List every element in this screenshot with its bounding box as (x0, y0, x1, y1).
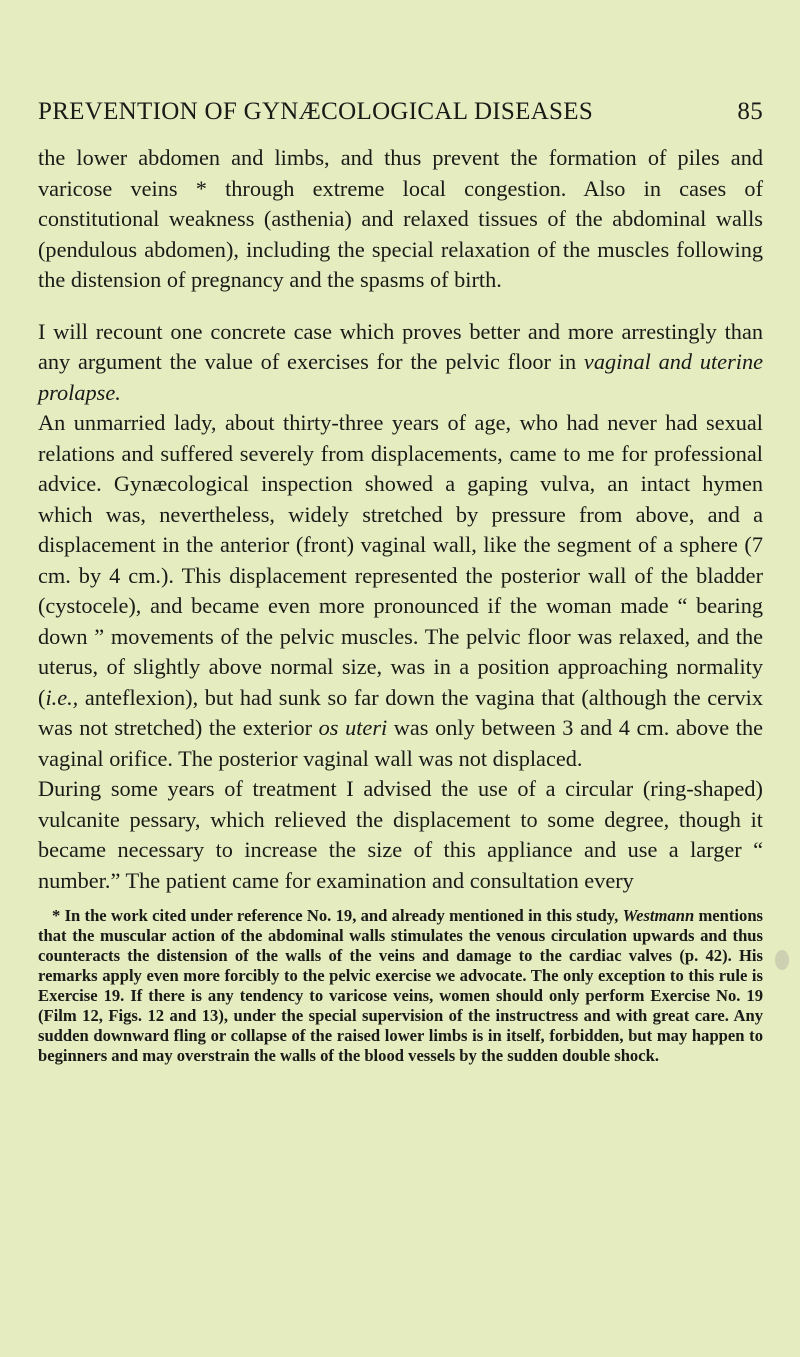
running-head-title: PREVENTION OF GYNÆCOLOGICAL DISEASES (38, 98, 594, 125)
paragraph-3 (38, 408, 763, 774)
paragraph-2-italic: vaginal and uterine prolapse. (38, 349, 763, 405)
paragraph-gap (38, 296, 763, 317)
footnote (38, 906, 763, 1066)
paragraph-3-ie: i.e., (45, 684, 79, 710)
footnote-text (38, 906, 763, 1066)
paragraph-3-text-a: An unmarried lady, about thirty-three years of age, who had never had sexual relations and suffered severely from displacements, came to me for professional advice. Gynæcological inspection showed a gaping vulva, an intact hymen which was, nevertheless, widely stretched by pressure from above, and a displacement in the anterior (front) vaginal wall, like the segment of a sphere (7 cm. by 4 cm.). This displacement represented the posterior wall of the bladder (cystocele), and became even more pronounced if the woman made “ bearing down ” movements of the pelvic muscles. The pelvic floor was relaxed, and the uterus, of slightly above normal size, was in a position approaching normality ( (38, 410, 763, 710)
paragraph-2-text: I will recount one concrete case which proves better and more arrestingly than any argument the value of exercises for the pelvic floor in (38, 318, 763, 374)
page-blemish (775, 950, 789, 970)
book-page (38, 98, 763, 1066)
paragraph-3-text-c: was only between 3 and 4 cm. above the vaginal orifice. The posterior vaginal wall was not displaced. (38, 715, 763, 771)
paragraph-4: During some years of treatment I advised the use of a circular (ring-shaped) vulcanite pessary, which relieved the displacement to some degree, though it became necessary to increase the size of this appliance and use a larger “ number.” The patient came for examination and consultation every (38, 776, 763, 893)
footnote-start: * In the work cited under reference No. 19, and already mentioned in this study, (52, 906, 623, 925)
body-text (38, 143, 763, 896)
paragraph-2 (38, 317, 763, 409)
footnote-author: Westmann (622, 906, 695, 925)
paragraph-3-os-uteri: os uteri (318, 715, 388, 740)
page-number: 85 (737, 98, 763, 125)
running-head (38, 98, 763, 126)
paragraph-3-text-b: anteflexion), but had sunk so far down the vagina that (although the cervix was not stretched) the exterior (38, 684, 763, 740)
paragraph-1: the lower abdomen and limbs, and thus prevent the formation of piles and varicose veins * through extreme local congestion. Also in cases of constitutional weakness (asthenia) and relaxed tissues of the abdominal walls (pendulous abdomen), including the special relaxation of the muscles following the distension of pregnancy and the spasms of birth. (38, 145, 763, 292)
footnote-rest: mentions that the muscular action of the abdominal walls stimulates the venous circulation upwards and thus counteracts the distension of the walls of the veins and damage to the cardiac valves (p. 42). His remarks apply even more forcibly to the pelvic exercise we advocate. The only exception to this rule is Exercise 19. If there is any tendency to varicose veins, women should only perform Exercise No. 19 (Film 12, Figs. 12 and 13), under the special supervision of the instructress and with great care. Any sudden downward fling or collapse of the raised lower limbs is in itself, forbidden, but may happen to beginners and may overstrain the walls of the blood vessels by the sudden double shock. (38, 906, 764, 1065)
